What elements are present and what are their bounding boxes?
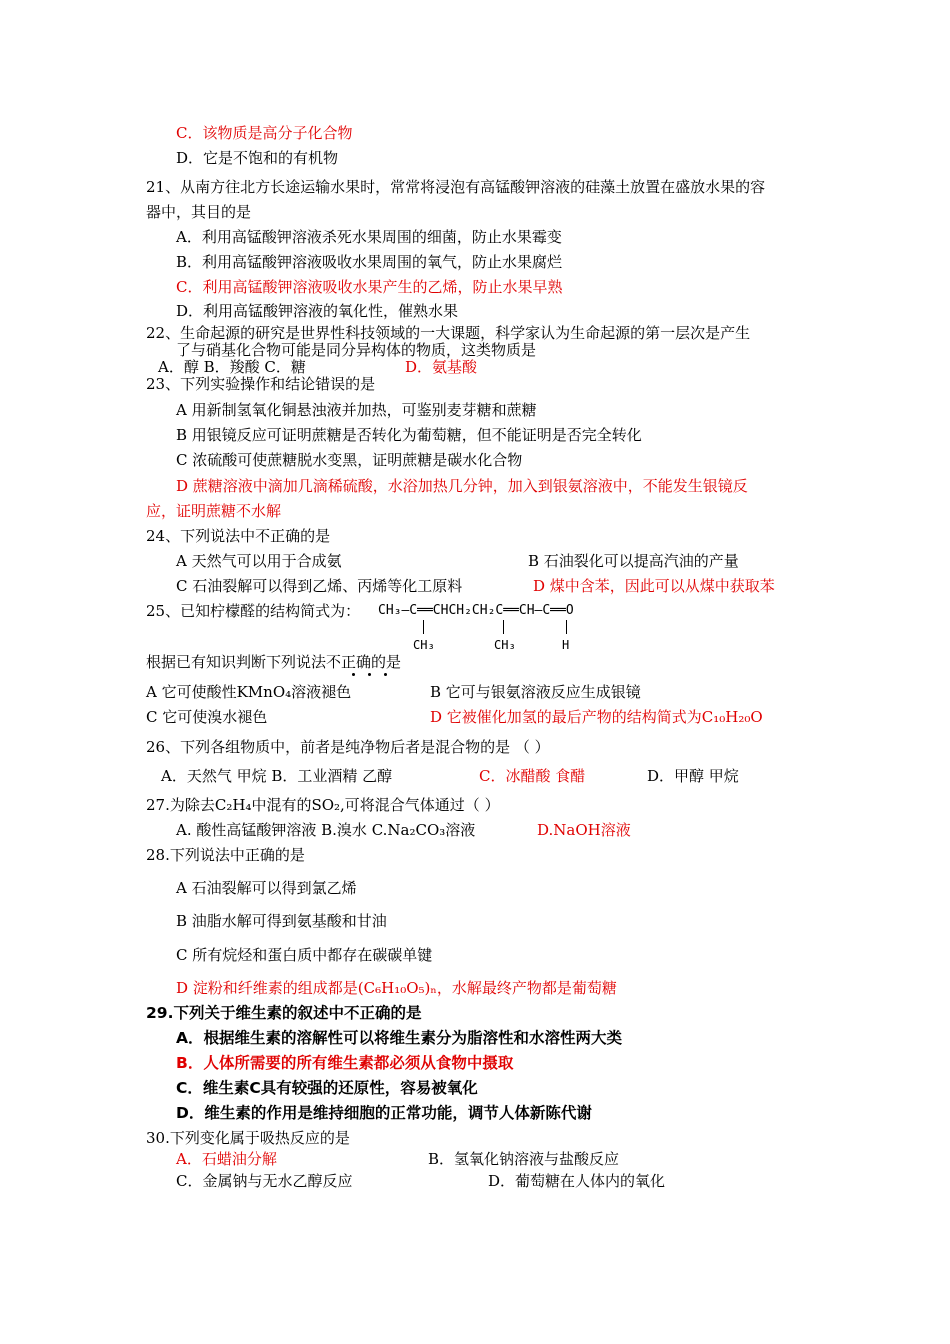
- q24-stem: 24、下列说法中不正确的是: [146, 527, 331, 545]
- q23-option-c: C 浓硫酸可使蔗糖脱水变黑，证明蔗糖是碳水化合物: [176, 451, 523, 469]
- q26-options-ab: A．天然气 甲烷 B．工业酒精 乙醇: [161, 767, 393, 785]
- q23-option-d-line1: D 蔗糖溶液中滴加几滴稀硫酸，水浴加热几分钟，加入到银氨溶液中，不能发生银镜反: [176, 477, 748, 495]
- q25-structural-formula: CH₃—C══CHCH₂CH₂C══CH—C══O: [378, 603, 574, 618]
- q27-options-abc: A. 酸性高锰酸钾溶液 B.溴水 C.Na₂CO₃溶液: [176, 821, 476, 839]
- q28-option-b: B 油脂水解可得到氨基酸和甘油: [176, 912, 387, 930]
- q26-option-d: D．甲醇 甲烷: [647, 767, 739, 785]
- q30-option-c: C．金属钠与无水乙醇反应: [176, 1172, 353, 1190]
- q24-option-c: C 石油裂解可以得到乙烯、丙烯等化工原料: [176, 577, 463, 595]
- q28-stem: 28.下列说法中正确的是: [146, 846, 305, 864]
- q25-option-b: B 它可与银氨溶液反应生成银镜: [430, 683, 641, 701]
- q30-option-a: A．石蜡油分解: [176, 1150, 277, 1168]
- q23-option-a: A 用新制氢氧化铜悬浊液并加热，可鉴别麦芽糖和蔗糖: [176, 401, 537, 419]
- q30-option-b: B．氢氧化钠溶液与盐酸反应: [428, 1150, 620, 1168]
- q22-options-abc: A．醇 B．羧酸 C．糖: [158, 358, 306, 376]
- q28-option-c: C 所有烷烃和蛋白质中都存在碳碳单键: [176, 946, 433, 964]
- q25-option-c: C 它可使溴水褪色: [146, 708, 268, 726]
- q23-option-d-line2: 应，证明蔗糖不水解: [146, 502, 282, 520]
- q20-option-d: D．它是不饱和的有机物: [176, 149, 339, 167]
- q30-option-d: D．葡萄糖在人体内的氧化: [488, 1172, 666, 1190]
- q26-stem: 26、下列各组物质中，前者是纯净物后者是混合物的是 （ ）: [146, 738, 550, 756]
- q25-option-a: A 它可使酸性KMnO₄溶液褪色: [146, 683, 352, 701]
- q21-stem-line1: 21、从南方往北方长途运输水果时，常常将浸泡有高锰酸钾溶液的硅藻土放置在盛放水果的容: [146, 178, 766, 196]
- q27-option-d: D.NaOH溶液: [537, 821, 631, 839]
- emphasis-dot: [352, 673, 355, 676]
- q21-stem-line2: 器中，其目的是: [146, 203, 252, 221]
- q21-option-d: D．利用高锰酸钾溶液的氧化性，催熟水果: [176, 302, 459, 320]
- q21-option-c: C．利用高锰酸钾溶液吸收水果产生的乙烯，防止水果早熟: [176, 278, 563, 296]
- q29-option-a: A．根据维生素的溶解性可以将维生素分为脂溶性和水溶性两大类: [176, 1029, 622, 1047]
- q24-option-a: A 天然气可以用于合成氨: [176, 552, 342, 570]
- emphasis-dot: [384, 673, 387, 676]
- q21-option-a: A．利用高锰酸钾溶液杀死水果周围的细菌，防止水果霉变: [176, 228, 562, 246]
- q25-judge-text: 根据已有知识判断下列说法不正确的是: [146, 653, 402, 671]
- q29-option-c: C．维生素C具有较强的还原性，容易被氧化: [176, 1079, 478, 1097]
- q29-option-b: B．人体所需要的所有维生素都必须从食物中摄取: [176, 1054, 514, 1072]
- q21-option-b: B．利用高锰酸钾溶液吸收水果周围的氧气，防止水果腐烂: [176, 253, 563, 271]
- q30-stem: 30.下列变化属于吸热反应的是: [146, 1129, 350, 1147]
- q20-option-c: C．该物质是高分子化合物: [176, 124, 353, 142]
- q28-option-a: A 石油裂解可以得到氯乙烯: [176, 879, 357, 897]
- q25-stem: 25、已知柠檬醛的结构简式为：: [146, 602, 361, 620]
- q23-option-b: B 用银镜反应可证明蔗糖是否转化为葡萄糖，但不能证明是否完全转化: [176, 426, 642, 444]
- q25-option-d: D 它被催化加氢的最后产物的结构简式为C₁₀H₂₀O: [430, 708, 763, 726]
- q25-bond-2: [503, 620, 504, 634]
- emphasis-dot: [368, 673, 371, 676]
- q28-option-d: D 淀粉和纤维素的组成都是(C₆H₁₀O₅)ₙ，水解最终产物都是葡萄糖: [176, 979, 617, 997]
- q23-stem: 23、下列实验操作和结论错误的是: [146, 375, 376, 393]
- q22-stem-line2: 了与硝基化合物可能是同分异构体的物质，这类物质是: [176, 341, 537, 359]
- q22-stem-line1: 22、生命起源的研究是世界性科技领域的一大课题，科学家认为生命起源的第一层次是产生: [146, 324, 751, 342]
- q29-option-d: D．维生素的作用是维持细胞的正常功能，调节人体新陈代谢: [176, 1104, 592, 1122]
- q26-option-c: C．冰醋酸 食醋: [479, 767, 586, 785]
- q25-substituent-ch3-2: CH₃: [494, 638, 516, 652]
- q27-stem: 27.为除去C₂H₄中混有的SO₂,可将混合气体通过（ ）: [146, 796, 500, 814]
- q25-bond-3: [566, 620, 567, 634]
- q25-substituent-ch3-1: CH₃: [413, 638, 435, 652]
- q24-option-d: D 煤中含苯，因此可以从煤中获取苯: [533, 577, 775, 595]
- q25-bond-1: [423, 620, 424, 634]
- q24-option-b: B 石油裂化可以提高汽油的产量: [528, 552, 739, 570]
- q25-substituent-h: H: [562, 638, 570, 652]
- q29-stem: 29.下列关于维生素的叙述中不正确的是: [146, 1004, 422, 1022]
- q22-option-d: D．氨基酸: [405, 358, 478, 376]
